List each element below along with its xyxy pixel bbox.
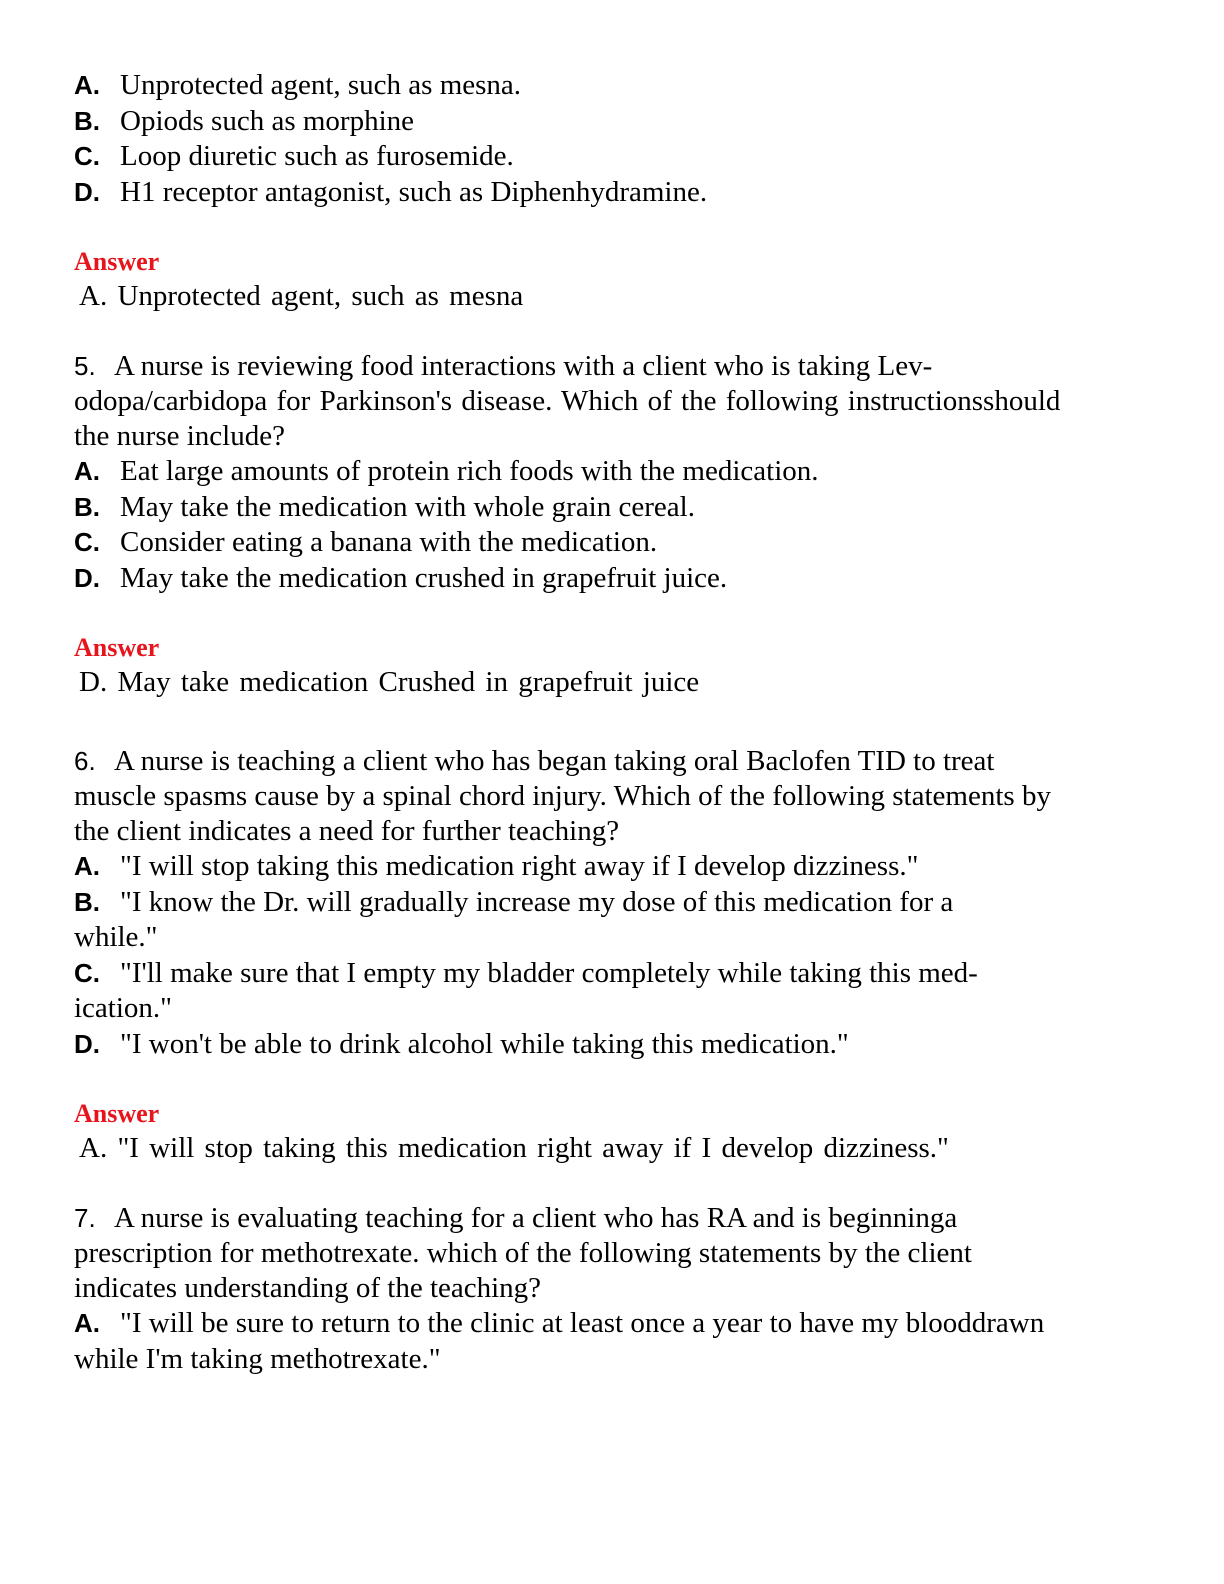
option-letter: A. (74, 851, 100, 881)
option-letter: D. (74, 176, 100, 207)
q5-option-b (74, 490, 1134, 526)
q5-answer-text: D. May take medication Crushed in grapefruit juice (79, 666, 700, 698)
q6-answer-text: A. "I will stop taking this medication right away if I develop dizziness." (79, 1132, 949, 1164)
q4-answer-text: A. Unprotected agent, such as mesna (79, 280, 524, 312)
q4-option-a (74, 68, 1134, 104)
q5-option-d (74, 561, 1134, 597)
q4-option-b (74, 104, 1134, 140)
option-letter: B. (74, 105, 100, 136)
question-7-line-1 (74, 1201, 1134, 1236)
question-6-line-1 (74, 744, 1134, 779)
q7-options (74, 1306, 1134, 1377)
question-5-line-3: the nurse include? (74, 420, 285, 452)
option-letter: B. (74, 491, 100, 522)
question-5-line-2: odopa/carbidopa for Parkinson's disease. Which of the following instructionsshould (74, 385, 1061, 417)
option-text: H1 receptor antagonist, such as Diphenhydramine. (120, 175, 708, 208)
question-7-line-2: prescription for methotrexate. which of the following statements by the client (74, 1237, 972, 1269)
option-text: Consider eating a banana with the medication. (120, 526, 658, 558)
option-letter: A. (74, 1308, 100, 1338)
question-number: 7. (74, 1203, 96, 1233)
question-text: A nurse is teaching a client who has began taking oral Baclofen TID to treat (114, 745, 995, 777)
option-letter: A. (74, 70, 100, 100)
option-letter: D. (74, 1028, 100, 1059)
q5-option-a (74, 454, 1134, 490)
option-text: "I won't be able to drink alcohol while taking this medication." (120, 1027, 849, 1060)
q6-option-a (74, 849, 1134, 885)
q6-options (74, 849, 1134, 1062)
question-5-line-1 (74, 349, 1134, 384)
question-6 (74, 744, 1134, 849)
q6-answer-label: Answer (74, 1099, 160, 1128)
question-7-line-3: indicates understanding of the teaching? (74, 1272, 542, 1304)
q6-option-c (74, 956, 1134, 992)
question-5 (74, 349, 1134, 454)
option-text: Unprotected agent, such as mesna. (120, 69, 522, 101)
option-text: "I will stop taking this medication right away if I develop dizziness." (120, 850, 919, 882)
q5-option-c (74, 525, 1134, 561)
question-number: 6. (74, 746, 96, 776)
q4-answer-label: Answer (74, 247, 160, 276)
q7-option-a (74, 1306, 1134, 1342)
option-letter: A. (74, 456, 100, 486)
q5-answer-label: Answer (74, 633, 160, 662)
q4-option-c (74, 139, 1134, 175)
document-page (74, 68, 1134, 1377)
option-text: Eat large amounts of protein rich foods with the medication. (120, 455, 819, 487)
question-6-line-2: muscle spasms cause by a spinal chord injury. Which of the following statements by (74, 780, 1051, 812)
option-letter: C. (74, 527, 100, 557)
q7-option-a-continuation: while I'm taking methotrexate." (74, 1342, 441, 1375)
q4-options (74, 68, 1134, 210)
option-text: "I know the Dr. will gradually increase my dose of this medication for a (120, 885, 954, 918)
option-text: "I will be sure to return to the clinic at least once a year to have my blooddrawn (120, 1307, 1045, 1339)
option-text: May take the medication with whole grain cereal. (120, 490, 695, 523)
q6-option-b (74, 885, 1134, 921)
option-letter: D. (74, 562, 100, 593)
q6-option-c-continuation: ication." (74, 992, 173, 1024)
q6-option-d (74, 1027, 1134, 1063)
option-text: "I'll make sure that I empty my bladder completely while taking this med- (120, 956, 978, 989)
option-text: May take the medication crushed in grapefruit juice. (120, 561, 728, 594)
question-text: A nurse is reviewing food interactions with a client who is taking Lev- (114, 350, 933, 382)
q4-option-d (74, 175, 1134, 211)
option-text: Loop diuretic such as furosemide. (120, 140, 514, 172)
option-letter: B. (74, 886, 100, 917)
question-6-line-3: the client indicates a need for further teaching? (74, 815, 620, 847)
option-letter: C. (74, 141, 100, 171)
question-7 (74, 1201, 1134, 1306)
q5-options (74, 454, 1134, 596)
option-text: Opiods such as morphine (120, 104, 414, 137)
option-letter: C. (74, 957, 100, 988)
question-text: A nurse is evaluating teaching for a client who has RA and is beginninga (114, 1202, 958, 1234)
q6-option-b-continuation: while." (74, 921, 158, 953)
question-number: 5. (74, 351, 96, 381)
